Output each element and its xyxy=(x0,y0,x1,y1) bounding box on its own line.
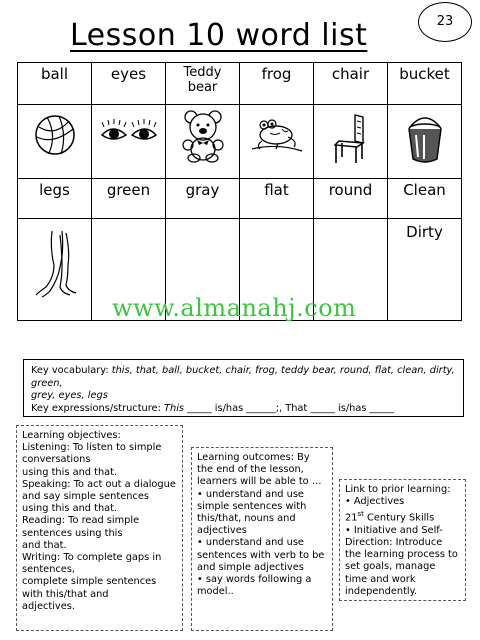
picture-cell xyxy=(18,105,92,179)
word-cell: frog xyxy=(240,63,314,105)
vocab-label: Key vocabulary: xyxy=(31,365,112,376)
objectives-line: and that. xyxy=(22,539,67,551)
outcomes-line: • understand and use simple sentences with this/that, nouns and adjectives xyxy=(197,488,307,537)
objectives-line: using this and that. xyxy=(22,466,118,478)
objectives-line: Reading: To read simple sentences using this xyxy=(22,515,140,539)
word-cell: Dirty xyxy=(388,219,462,321)
teddy-bear-picture xyxy=(180,109,226,163)
legs-picture xyxy=(32,229,78,299)
picture-cell xyxy=(18,219,92,321)
word-cell: Clean xyxy=(388,179,462,219)
prior-line: Link to prior learning: xyxy=(345,484,451,495)
objectives-line: adjectives. xyxy=(22,600,75,612)
word-cell: bucket xyxy=(388,63,462,105)
expression-this: This xyxy=(164,402,185,414)
picture-cell xyxy=(314,105,388,179)
watermark: www.almanahj.com xyxy=(112,294,357,322)
vocab-words: this, that, ball, bucket, chair, frog, teddy bear, round, flat, clean, dirty, green, xyxy=(31,365,455,389)
prior-line: • Adjectives xyxy=(345,496,405,508)
objectives-line: complete simple sentences with this/that and xyxy=(22,576,157,600)
prior-learning-box xyxy=(339,479,466,601)
picture-cell xyxy=(388,105,462,179)
vocab-words-cont: grey, eyes, legs xyxy=(31,390,108,401)
objectives-line: Speaking: To act out a dialogue and say simple sentences using this and that. xyxy=(22,478,176,515)
word-cell: chair xyxy=(314,63,388,105)
objectives-line: Writing: To complete gaps in sentences, xyxy=(22,552,162,576)
outcomes-line: • understand and use sentences with verb to be and simple adjectives xyxy=(197,537,325,573)
expression-rest: _____ is/has ______;, That _____ is/has _____ xyxy=(184,402,395,414)
word-cell: ball xyxy=(18,63,92,105)
picture-cell xyxy=(166,105,240,179)
word-list-table xyxy=(17,62,462,321)
bucket-picture xyxy=(402,113,448,165)
key-vocabulary-box xyxy=(23,359,464,417)
prior-century: 21 xyxy=(345,512,358,524)
prior-century-sup: st xyxy=(357,510,364,519)
page-title: Lesson 10 word list xyxy=(70,18,368,53)
word-cell: legs xyxy=(18,179,92,219)
word-cell: green xyxy=(92,179,166,219)
ball-picture xyxy=(33,113,77,157)
page-number: 23 xyxy=(418,2,472,42)
word-cell: flat xyxy=(240,179,314,219)
outcomes-line: • say words following a model.. xyxy=(197,574,312,598)
objectives-line: Listening: To listen to simple conversations xyxy=(22,442,162,466)
outcomes-line: Learning outcomes: By the end of the lesson, learners will be able to … xyxy=(197,452,322,488)
word-cell: gray xyxy=(166,179,240,219)
picture-cell xyxy=(92,105,166,179)
picture-cell xyxy=(240,105,314,179)
eyes-picture xyxy=(99,113,159,153)
objectives-line: Learning objectives: xyxy=(22,430,121,441)
expressions-label: Key expressions/structure: xyxy=(31,402,164,414)
frog-picture xyxy=(248,113,306,157)
word-cell: Teddy bear xyxy=(166,63,240,105)
prior-century-rest: Century Skills xyxy=(363,512,435,524)
word-cell: round xyxy=(314,179,388,219)
prior-line: • Initiative and Self-Direction: Introduce the learning process to set goals, manage time and work independently. xyxy=(345,524,458,597)
learning-outcomes-box xyxy=(191,447,333,631)
learning-objectives-box xyxy=(16,425,183,631)
word-cell: eyes xyxy=(92,63,166,105)
chair-picture xyxy=(331,113,371,165)
